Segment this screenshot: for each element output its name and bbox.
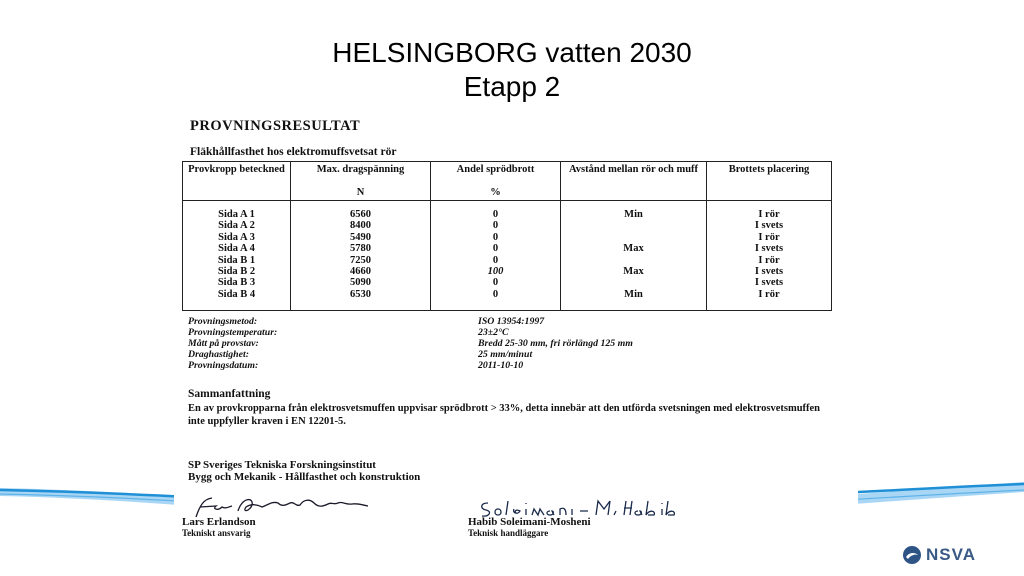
slide-title xyxy=(0,36,1024,104)
water-drop-icon xyxy=(902,545,922,565)
meta-value: Bredd 25-30 mm, fri rörlängd 125 mm xyxy=(478,338,633,349)
meta-row xyxy=(188,338,808,349)
table-cell: Sida A 4 xyxy=(218,243,255,255)
table-header-unit: N xyxy=(356,187,365,198)
table-cell: 4660 xyxy=(350,265,371,277)
test-parameters xyxy=(188,316,808,371)
meta-row xyxy=(188,349,808,360)
table-cell: 8400 xyxy=(350,220,371,232)
table-cell: Min xyxy=(624,288,643,300)
meta-value: 23±2°C xyxy=(478,327,509,338)
table-cell: Sida B 4 xyxy=(217,288,256,300)
table-cell: I svets xyxy=(754,265,784,277)
table-cell: 5780 xyxy=(350,243,371,255)
nsva-logo xyxy=(902,544,976,566)
table-cell: Sida B 1 xyxy=(217,254,256,266)
org-line2: Bygg och Mekanik - Hållfasthet och konstruktion xyxy=(188,471,421,483)
signer-name: Habib Soleimani-Mosheni xyxy=(468,516,591,528)
meta-key: Provningsmetod: xyxy=(188,316,258,327)
signature-block-right xyxy=(468,495,728,541)
meta-value: 2011-10-10 xyxy=(478,360,524,371)
table-header-unit: % xyxy=(490,187,501,198)
table-column xyxy=(183,162,291,310)
table-cell: 0 xyxy=(492,243,499,255)
table-header: Max. dragspänning xyxy=(316,164,405,175)
table-cell xyxy=(561,232,706,243)
signer-role: Tekniskt ansvarig xyxy=(182,528,251,538)
doc-heading: PROVNINGSRESULTAT xyxy=(190,118,361,134)
meta-row xyxy=(188,316,808,327)
table-cell: I rör xyxy=(758,231,780,243)
slide-title-line2: Etapp 2 xyxy=(463,71,561,102)
meta-row xyxy=(188,360,808,371)
table-column xyxy=(561,162,707,310)
table-cell: I rör xyxy=(758,288,780,300)
signer-role: Teknisk handläggare xyxy=(468,528,549,538)
table-cell: 0 xyxy=(492,288,499,300)
table-cell: I svets xyxy=(754,277,784,289)
table-cell: Max xyxy=(623,243,644,255)
table-cell: Sida A 3 xyxy=(218,231,255,243)
table-cell: 0 xyxy=(492,254,499,266)
table-cell: Sida A 1 xyxy=(218,209,255,220)
logo-text: NSVA xyxy=(926,545,976,564)
table-cell: 0 xyxy=(492,277,499,289)
scanned-document xyxy=(174,112,858,542)
table-cell: 0 xyxy=(492,231,499,243)
table-cell: 100 xyxy=(487,265,504,277)
table-cell: 7250 xyxy=(350,254,371,266)
table-cell xyxy=(561,220,706,231)
table-cell: I rör xyxy=(758,209,780,220)
table-cell: Min xyxy=(624,209,643,220)
org-line1: SP Sveriges Tekniska Forskningsinstitut xyxy=(188,459,376,471)
signer-name: Lars Erlandson xyxy=(182,516,256,528)
table-cell: Sida B 2 xyxy=(217,265,256,277)
table-cell: 0 xyxy=(492,209,499,220)
table-header: Andel sprödbrott xyxy=(456,164,535,175)
meta-key: Mått på provstav: xyxy=(188,338,259,349)
table-cell: 0 xyxy=(492,220,499,232)
table-column xyxy=(291,162,431,310)
results-table xyxy=(182,161,832,311)
table-cell xyxy=(561,277,706,288)
summary-text: En av provkropparna från elektrosvetsmuffen uppvisar sprödbrott > 33%, detta innebär att den utförda svetsningen med elektrosvetsmuffen inte uppfyller kraven i EN 12201-5. xyxy=(188,403,821,427)
table-cell: Sida B 3 xyxy=(217,277,256,289)
table-cell: I svets xyxy=(754,243,784,255)
slide-title-line1: HELSINGBORG vatten 2030 xyxy=(332,37,692,68)
table-cell: Max xyxy=(623,265,644,277)
meta-key: Draghastighet: xyxy=(188,349,249,360)
table-cell: 6530 xyxy=(350,288,371,300)
table-cell xyxy=(561,255,706,266)
signature-block-left xyxy=(182,495,442,541)
table-cell: Sida A 2 xyxy=(218,220,255,232)
table-cell: 5090 xyxy=(350,277,371,289)
meta-key: Provningstemperatur: xyxy=(188,327,278,338)
table-column xyxy=(707,162,831,310)
table-cell: I rör xyxy=(758,254,780,266)
table-header: Avstånd mellan rör och muff xyxy=(568,164,699,175)
summary-title: Sammanfattning xyxy=(188,388,271,400)
table-cell: 5490 xyxy=(350,231,371,243)
meta-value: 25 mm/minut xyxy=(478,349,533,360)
meta-value: ISO 13954:1997 xyxy=(478,316,545,327)
table-cell: I svets xyxy=(754,220,784,232)
meta-key: Provningsdatum: xyxy=(188,360,259,371)
table-header: Provkropp beteckned xyxy=(188,164,285,175)
table-cell: 6560 xyxy=(350,209,371,220)
table-column xyxy=(431,162,561,310)
doc-subheading: Fläkhållfasthet hos elektromuffsvetsat rör xyxy=(190,146,397,158)
table-header: Brottets placering xyxy=(728,164,810,175)
organization xyxy=(188,459,420,483)
meta-row xyxy=(188,327,808,338)
